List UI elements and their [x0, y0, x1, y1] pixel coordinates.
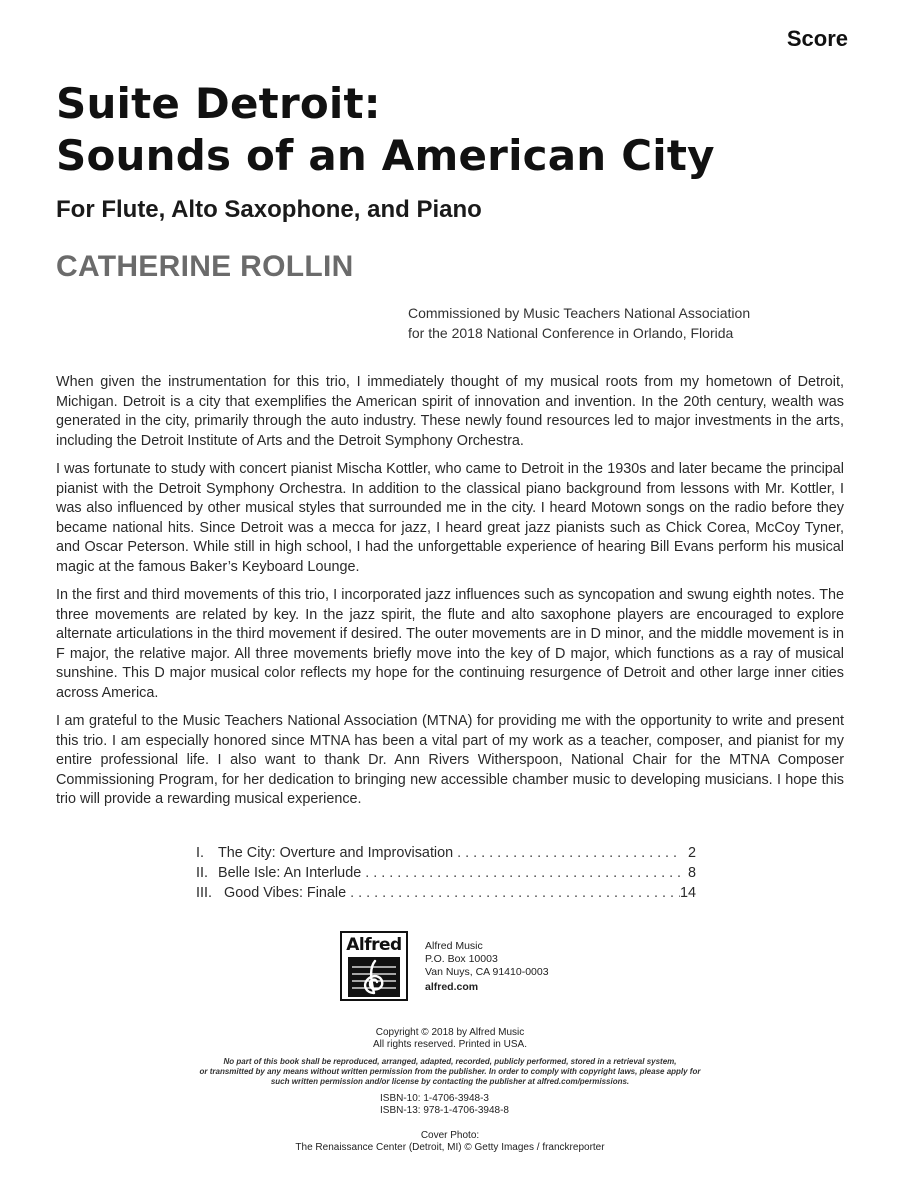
legal-line-2: or transmitted by any means without written permission from the publisher. In order to comply with copyright laws, please apply for	[199, 1067, 701, 1076]
isbn-10: ISBN-10: 1-4706-3948-3	[380, 1093, 489, 1104]
cover-photo-credit	[0, 1130, 900, 1154]
commission-line-1: Commissioned by Music Teachers National Association	[408, 305, 751, 321]
legal-line-3: such written permission and/or license by contacting the publisher at alfred.com/permissions.	[270, 1077, 630, 1086]
copyright-line-1: Copyright © 2018 by Alfred Music	[375, 1027, 525, 1038]
page-title	[56, 78, 876, 182]
toc-title: The City: Overture and Improvisation	[218, 845, 454, 861]
publisher-url: alfred.com	[425, 981, 479, 993]
toc-row	[196, 863, 696, 883]
copyright-line-2: All rights reserved. Printed in USA.	[373, 1039, 527, 1050]
toc-title: Belle Isle: An Interlude	[218, 865, 362, 881]
paragraph-3: In the first and third movements of this trio, I incorporated jazz influences such as syncopation and swung eighth notes. The three movements are related by key. In the jazz spirit, the flute and alto saxophone players are encouraged to explore alternate articulations in the third movement if desired. The outer movements are in D minor, and the middle movement is in F major, the relative major. All three movements briefly move into the key of D major, which functions as a ray of musical sunshine. This D major musical color reflects my hope for the continuing resurgence of Detroit and other large inner cities across America.	[56, 587, 844, 701]
toc-title: Good Vibes: Finale	[224, 885, 347, 901]
publisher-city: Van Nuys, CA 91410-0003	[425, 966, 549, 978]
paragraph-2: I was fortunate to study with concert pianist Mischa Kottler, who came to Detroit in the 1930s and later became the principal pianist with the Detroit Symphony Orchestra. In addition to the classical piano background from lessons with Mr. Kottler, I was also influenced by other musical styles that surrounded me in the city. I heard Motown songs on the radio before they became national hits. Since Detroit was a mecca for jazz, I heard great jazz pianists such as Chick Corea, McCoy Tyner, and Oscar Peterson. While still in high school, I had the unforgettable experience of hearing Bill Evans perform his musical magic at the famous Baker’s Keyboard Lounge.	[56, 461, 844, 575]
copyright-notice	[0, 1027, 900, 1051]
toc-row	[196, 883, 696, 903]
commission-line-2: for the 2018 National Conference in Orlando, Florida	[408, 325, 734, 341]
toc-page: 8	[687, 865, 696, 881]
alfred-logo	[340, 931, 408, 1001]
toc-row	[196, 843, 696, 863]
isbn-block	[380, 1093, 509, 1117]
logo-wordmark: Alfred	[346, 935, 402, 955]
toc-number: I.	[196, 845, 204, 861]
legal-line-1: No part of this book shall be reproduced, arranged, adapted, recorded, publicly performed, stored in a retrieval system,	[223, 1057, 677, 1066]
publisher-name: Alfred Music	[425, 940, 483, 952]
composer-name: CATHERINE ROLLIN	[56, 250, 354, 283]
title-line-2: Sounds of an American City	[56, 131, 715, 180]
title-line-1: Suite Detroit:	[56, 79, 381, 128]
toc-number: II.	[196, 865, 208, 881]
paragraph-4: I am grateful to the Music Teachers National Association (MTNA) for providing me with the opportunity to write and present this trio. I am especially honored since MTNA has been a vital part of my work as a teacher, composer, and pianist for my entire professional life. I also want to thank Dr. Ann Rivers Witherspoon, National Chair for the MTNA Composer Commissioning Program, for her dedication to bringing new accessible chamber music to developing musicians. I hope this trio will provide a rewarding musical experience.	[56, 713, 844, 807]
toc-number: III.	[196, 885, 212, 901]
toc-leader-dots	[453, 843, 682, 863]
subtitle: For Flute, Alto Saxophone, and Piano	[56, 196, 482, 223]
toc-page: 14	[679, 885, 696, 901]
treble-clef-logo-icon	[348, 957, 400, 997]
toc-leader-dots	[346, 883, 680, 903]
table-of-contents	[196, 843, 696, 903]
legal-notice	[140, 1057, 760, 1087]
toc-page: 2	[687, 845, 696, 861]
publisher-box: P.O. Box 10003	[425, 953, 498, 965]
paragraph-1: When given the instrumentation for this trio, I immediately thought of my musical roots from my hometown of Detroit, Michigan. Detroit is a city that exemplifies the American spirit of innovation and invention. In the 20th century, wealth was generated in the city, primarily through the auto industry. These newly found resources led to major investments in the arts, including the Detroit Institute of Arts and the Detroit Symphony Orchestra.	[56, 374, 844, 449]
cover-photo-source: The Renaissance Center (Detroit, MI) © Getty Images / franckreporter	[295, 1142, 605, 1153]
commission-note	[408, 303, 750, 343]
isbn-13: ISBN-13: 978-1-4706-3948-8	[380, 1105, 509, 1116]
score-label: Score	[786, 26, 848, 51]
cover-photo-label: Cover Photo:	[420, 1130, 480, 1141]
publisher-address	[425, 940, 549, 994]
program-notes	[56, 373, 844, 819]
toc-leader-dots	[361, 863, 682, 883]
